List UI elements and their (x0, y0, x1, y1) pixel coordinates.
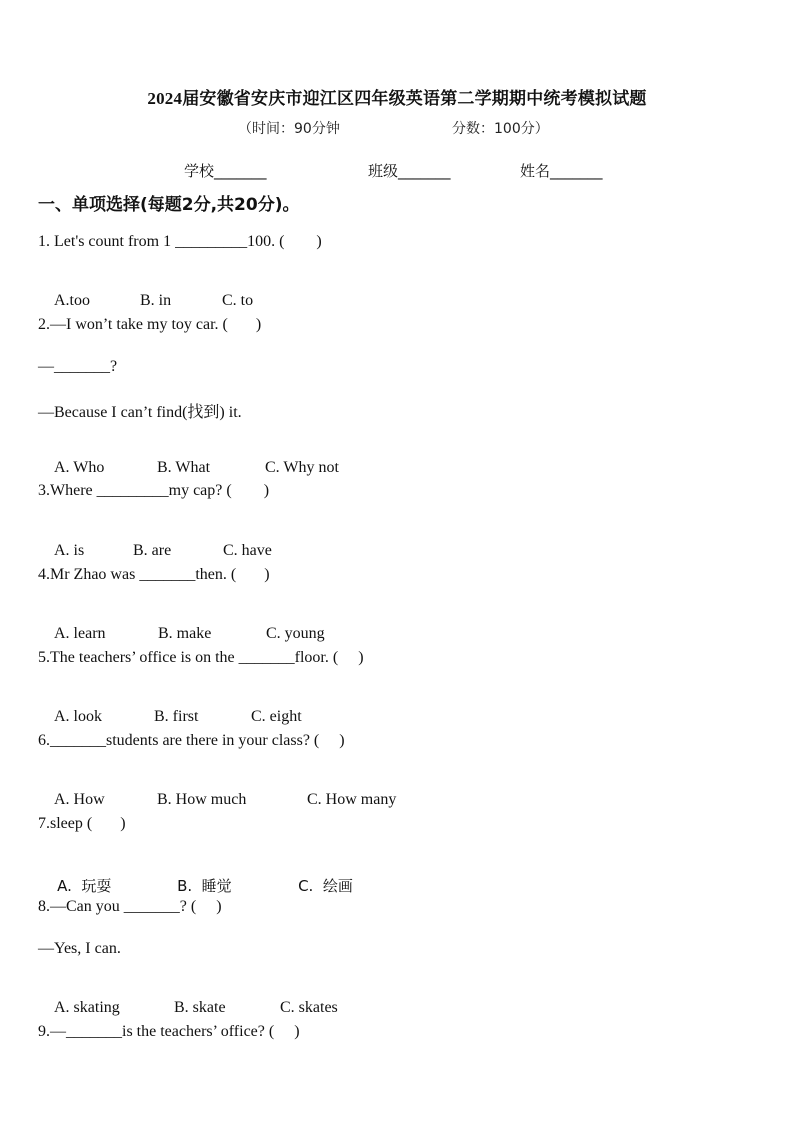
question-5: 5.The teachers’ office is on the _______floor. ( ) (38, 649, 364, 666)
option-b: B. are (133, 542, 172, 559)
question-7: 7.sleep ( ) (38, 815, 126, 832)
option-a: A.too (54, 292, 90, 309)
class-field: 班级_______ (368, 162, 451, 180)
option-c: C. have (223, 542, 272, 559)
question-8: 8.—Can you _______? ( ) (38, 898, 222, 915)
option-c: C. Why not (265, 459, 339, 476)
option-a: A. 玩耍 (57, 877, 112, 895)
option-b: B. 睡觉 (177, 877, 232, 895)
option-a: A. Who (54, 459, 105, 476)
option-a: A. look (54, 708, 102, 725)
option-b: B. What (157, 459, 211, 476)
section-title: 一、单项选择(每题2分,共20分)。 (38, 195, 300, 215)
exam-score: 分数：100分） (452, 121, 549, 137)
option-c: C. skates (280, 999, 338, 1016)
option-a: A. How (54, 791, 105, 808)
option-c: C. eight (251, 708, 302, 725)
question-4: 4.Mr Zhao was _______then. ( ) (38, 566, 270, 583)
school-field: 学校_______ (184, 162, 267, 180)
question-6: 6._______students are there in your class? ( ) (38, 732, 345, 749)
dialogue-line: —Because I can’t find(找到) it. (38, 404, 242, 421)
option-b: B. first (154, 708, 199, 725)
option-c: C. How many (307, 791, 397, 808)
option-a: A. learn (54, 625, 106, 642)
option-a: A. skating (54, 999, 120, 1016)
page-title: 2024届安徽省安庆市迎江区四年级英语第二学期期中统考模拟试题 (147, 89, 647, 108)
question-2: 2.—I won’t take my toy car. ( ) (38, 316, 262, 333)
exam-time: （时间：90分钟 (238, 121, 340, 137)
option-a: A. is (54, 542, 85, 559)
option-c: C. to (222, 292, 254, 309)
question-3: 3.Where _________my cap? ( ) (38, 482, 270, 499)
name-field: 姓名_______ (520, 162, 603, 180)
question-1: 1. Let's count from 1 _________100. ( ) (38, 233, 322, 250)
dialogue-line: —Yes, I can. (38, 940, 121, 957)
option-b: B. make (158, 625, 212, 642)
question-9: 9.—_______is the teachers’ office? ( ) (38, 1023, 300, 1040)
dialogue-line: —_______? (38, 358, 118, 375)
option-b: B. skate (174, 999, 226, 1016)
option-b: B. How much (157, 791, 247, 808)
option-c: C. 绘画 (298, 877, 353, 895)
option-b: B. in (140, 292, 172, 309)
option-c: C. young (266, 625, 325, 642)
